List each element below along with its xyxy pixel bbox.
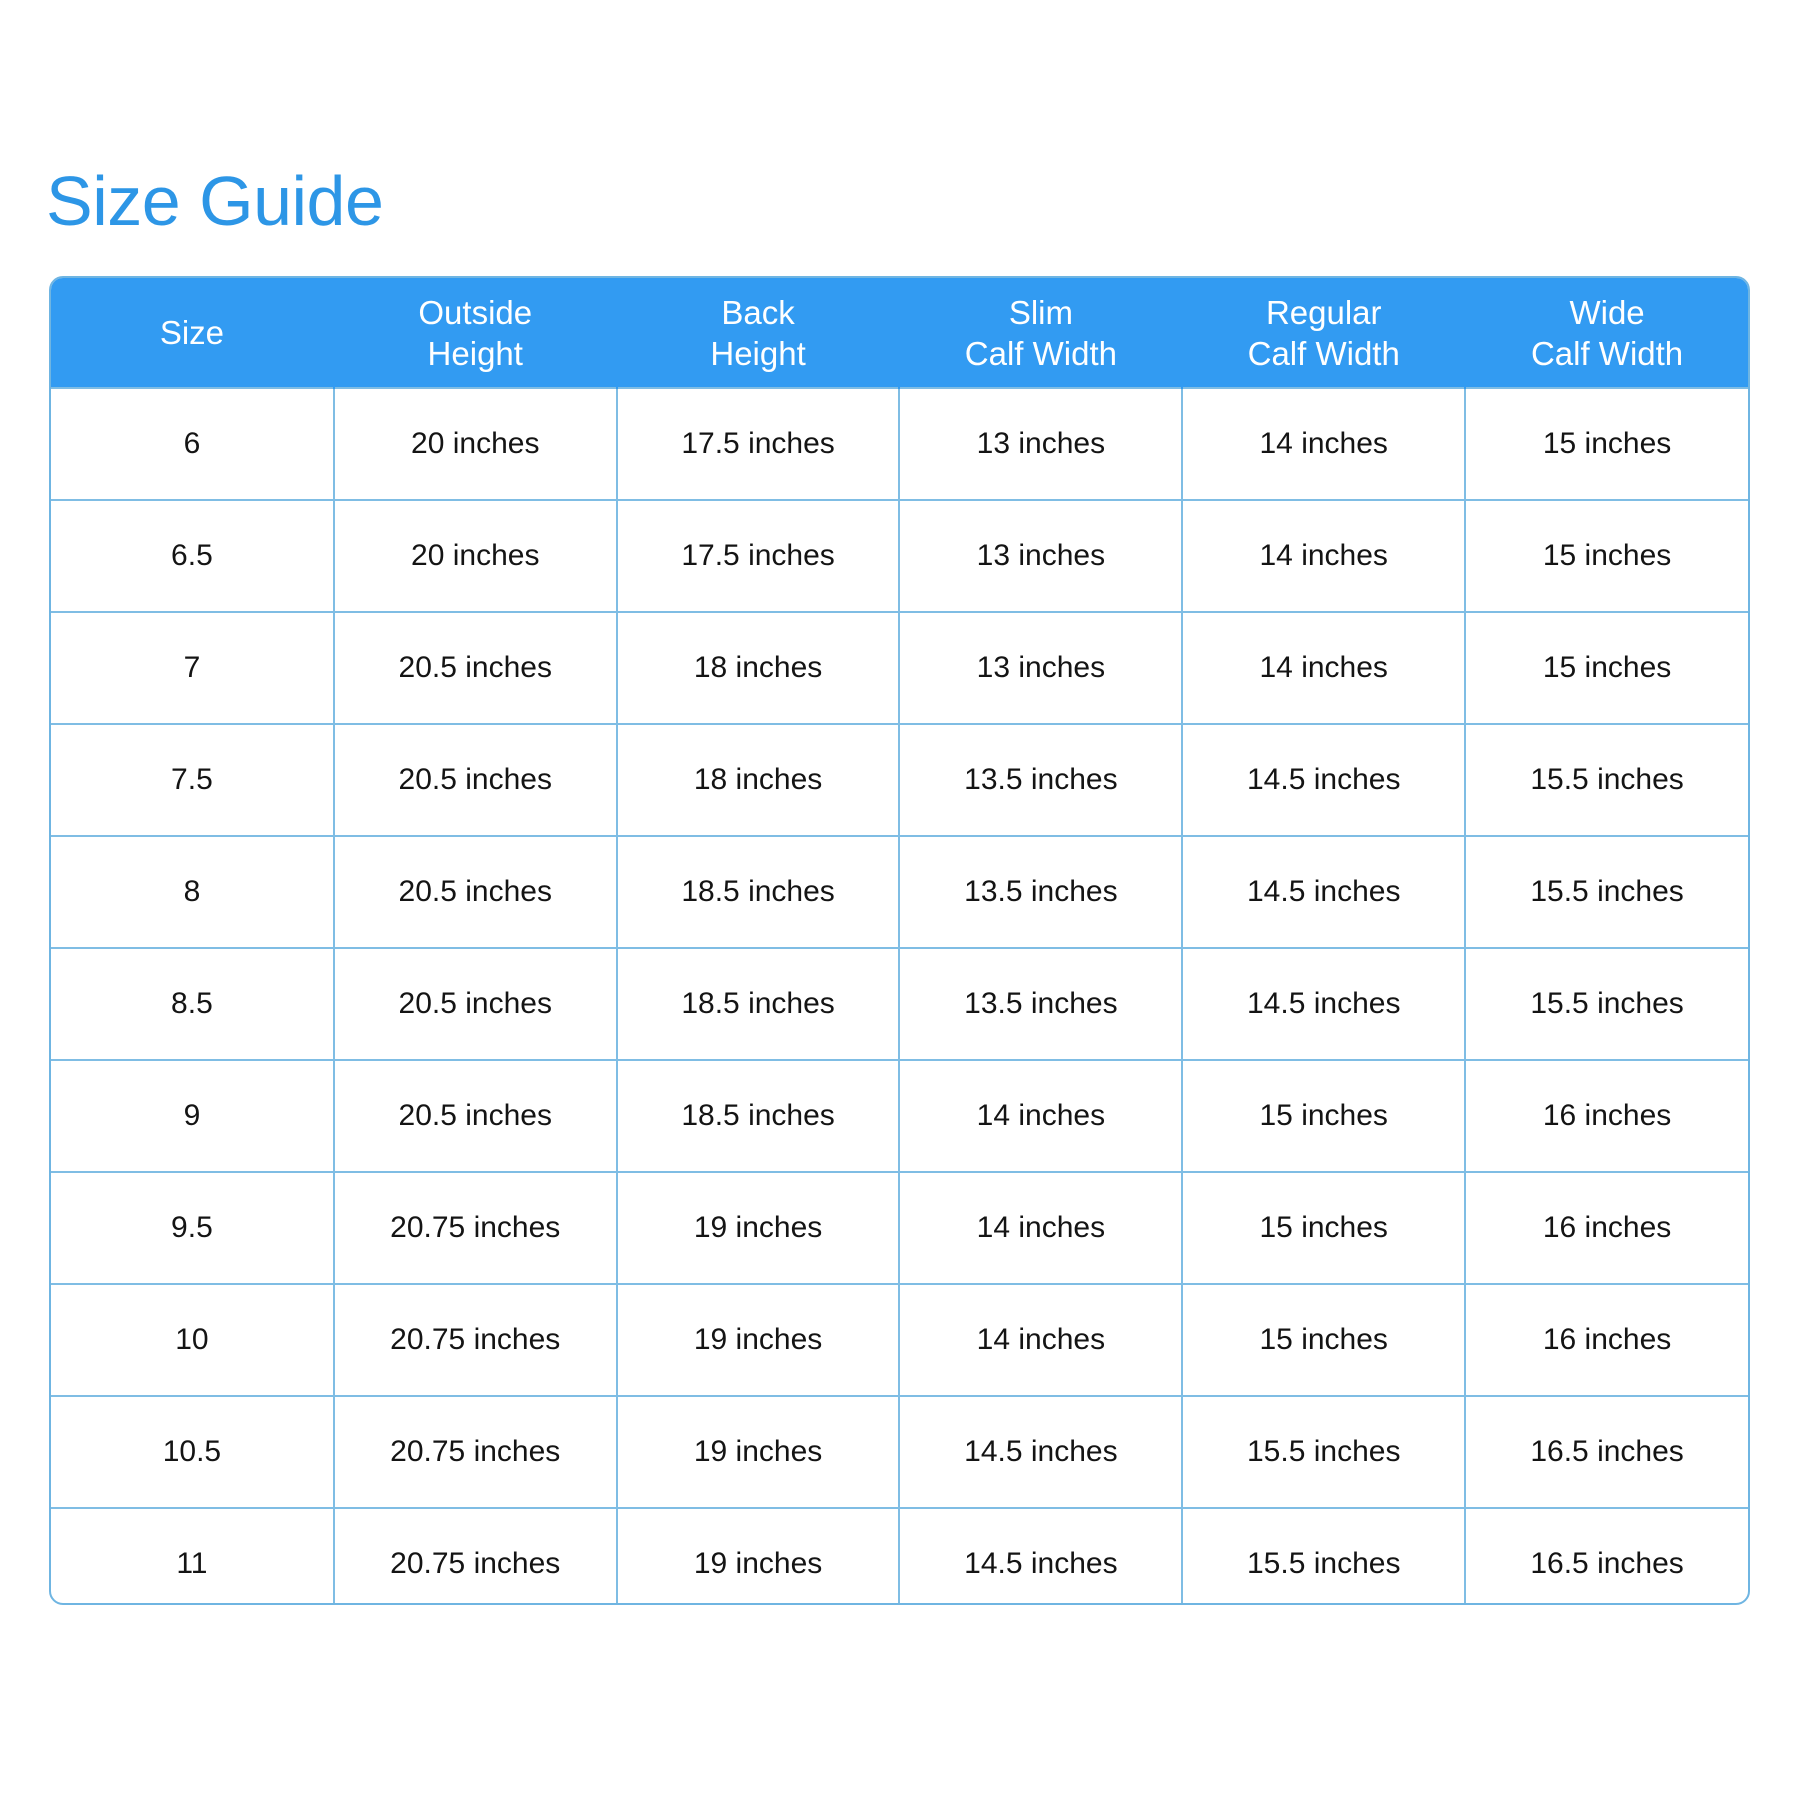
table-cell-slim-calf-width: 14 inches [899,1172,1182,1284]
table-cell-regular-calf-width: 15 inches [1182,1172,1465,1284]
table-cell-size: 10 [51,1284,334,1396]
column-header-line: Slim [1008,293,1073,331]
table-row [51,836,1748,948]
table-cell-slim-calf-width: 13.5 inches [899,724,1182,836]
table-row [51,612,1748,724]
table-row [51,1172,1748,1284]
table-cell-slim-calf-width: 13 inches [899,388,1182,500]
table-cell-wide-calf-width: 15.5 inches [1465,948,1748,1060]
table-cell-outside-height: 20.75 inches [334,1172,617,1284]
column-header-line: Calf Width [1247,334,1400,372]
table-cell-size: 10.5 [51,1396,334,1508]
table-cell-regular-calf-width: 15.5 inches [1182,1508,1465,1605]
table-cell-regular-calf-width: 14.5 inches [1182,836,1465,948]
table-cell-slim-calf-width: 14.5 inches [899,1396,1182,1508]
table-cell-slim-calf-width: 14.5 inches [899,1508,1182,1605]
size-guide-table-frame [49,276,1750,1605]
table-cell-outside-height: 20.75 inches [334,1284,617,1396]
table-cell-regular-calf-width: 14 inches [1182,612,1465,724]
column-header-line: Regular [1265,293,1382,331]
table-row [51,1508,1748,1605]
table-row [51,500,1748,612]
table-cell-back-height: 18.5 inches [617,1060,900,1172]
table-cell-size: 7.5 [51,724,334,836]
table-cell-wide-calf-width: 16 inches [1465,1060,1748,1172]
column-header-wide-calf-width [1465,278,1748,388]
table-cell-back-height: 18.5 inches [617,948,900,1060]
table-cell-regular-calf-width: 14.5 inches [1182,724,1465,836]
column-header-regular-calf-width [1182,278,1465,388]
table-cell-regular-calf-width: 14 inches [1182,388,1465,500]
table-cell-size: 9.5 [51,1172,334,1284]
table-cell-back-height: 17.5 inches [617,500,900,612]
table-cell-regular-calf-width: 15.5 inches [1182,1396,1465,1508]
table-cell-back-height: 18 inches [617,724,900,836]
table-row [51,388,1748,500]
column-header-outside-height [334,278,617,388]
table-cell-regular-calf-width: 14 inches [1182,500,1465,612]
size-guide-table [51,278,1748,1605]
table-cell-back-height: 19 inches [617,1396,900,1508]
table-cell-outside-height: 20 inches [334,500,617,612]
table-cell-wide-calf-width: 15 inches [1465,500,1748,612]
table-row [51,724,1748,836]
column-header-back-height [617,278,900,388]
table-cell-outside-height: 20.5 inches [334,1060,617,1172]
table-row [51,1284,1748,1396]
table-cell-slim-calf-width: 14 inches [899,1060,1182,1172]
page-title: Size Guide [46,162,384,240]
table-cell-wide-calf-width: 15 inches [1465,388,1748,500]
column-header-line: Back [721,293,795,331]
column-header-line: Wide [1569,293,1645,331]
table-cell-size: 8.5 [51,948,334,1060]
table-cell-slim-calf-width: 13.5 inches [899,836,1182,948]
table-cell-outside-height: 20.75 inches [334,1396,617,1508]
table-cell-slim-calf-width: 14 inches [899,1284,1182,1396]
table-cell-wide-calf-width: 16 inches [1465,1284,1748,1396]
table-cell-wide-calf-width: 15.5 inches [1465,836,1748,948]
table-cell-size: 6 [51,388,334,500]
column-header-slim-calf-width [899,278,1182,388]
table-cell-size: 6.5 [51,500,334,612]
table-cell-slim-calf-width: 13 inches [899,500,1182,612]
table-cell-back-height: 19 inches [617,1508,900,1605]
table-cell-regular-calf-width: 15 inches [1182,1284,1465,1396]
table-cell-regular-calf-width: 15 inches [1182,1060,1465,1172]
table-cell-wide-calf-width: 16 inches [1465,1172,1748,1284]
table-body [51,388,1748,1605]
table-header [51,278,1748,388]
table-cell-outside-height: 20.5 inches [334,836,617,948]
column-header-line: Height [427,334,523,372]
table-cell-slim-calf-width: 13 inches [899,612,1182,724]
header-row [51,278,1748,388]
column-header-line: Size [159,314,225,351]
table-cell-back-height: 19 inches [617,1172,900,1284]
table-cell-back-height: 19 inches [617,1284,900,1396]
table-cell-back-height: 18.5 inches [617,836,900,948]
column-header-line: Calf Width [1530,334,1684,372]
table-cell-regular-calf-width: 14.5 inches [1182,948,1465,1060]
table-cell-size: 9 [51,1060,334,1172]
table-cell-back-height: 18 inches [617,612,900,724]
table-cell-outside-height: 20.5 inches [334,948,617,1060]
table-cell-back-height: 17.5 inches [617,388,900,500]
column-header-size [51,278,334,388]
table-cell-outside-height: 20.5 inches [334,612,617,724]
table-cell-size: 11 [51,1508,334,1605]
table-cell-outside-height: 20.75 inches [334,1508,617,1605]
table-cell-wide-calf-width: 15 inches [1465,612,1748,724]
table-row [51,948,1748,1060]
column-header-line: Calf Width [964,334,1117,372]
table-row [51,1396,1748,1508]
table-cell-wide-calf-width: 16.5 inches [1465,1396,1748,1508]
table-cell-size: 7 [51,612,334,724]
table-cell-outside-height: 20 inches [334,388,617,500]
column-header-line: Height [710,334,806,372]
table-cell-slim-calf-width: 13.5 inches [899,948,1182,1060]
table-cell-outside-height: 20.5 inches [334,724,617,836]
table-row [51,1060,1748,1172]
table-cell-wide-calf-width: 15.5 inches [1465,724,1748,836]
column-header-line: Outside [418,293,533,331]
table-cell-size: 8 [51,836,334,948]
table-cell-wide-calf-width: 16.5 inches [1465,1508,1748,1605]
